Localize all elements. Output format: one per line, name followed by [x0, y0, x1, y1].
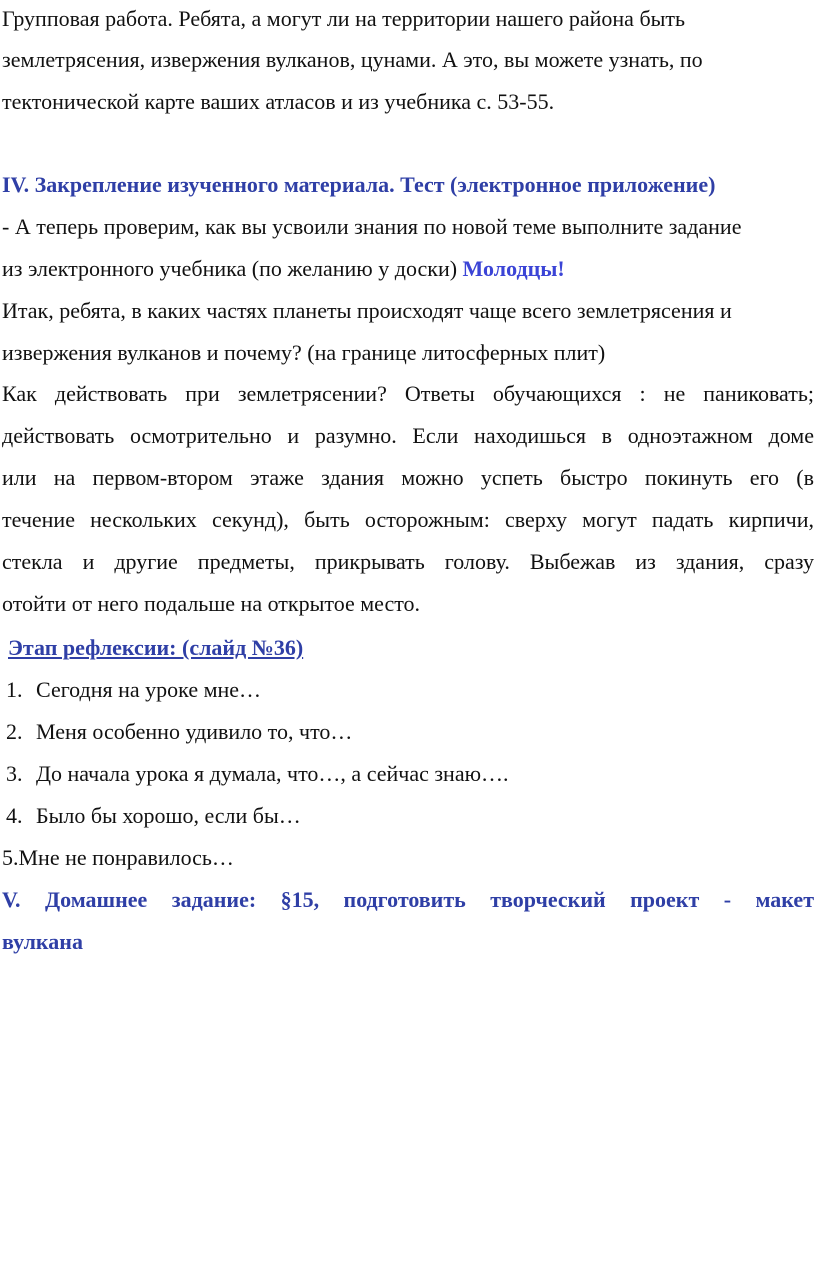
question-2-line-3: или на первом-втором этаже здания можно успеть быстро покинуть его (в: [2, 465, 814, 490]
praise-text: Молодцы!: [462, 256, 565, 281]
question-1-line-1: Итак, ребята, в каких частях планеты происходят чаще всего землетрясения и: [2, 298, 732, 323]
homework-line-2: вулкана: [2, 929, 83, 954]
reflection-item-2: [2, 718, 814, 746]
list-number: 3.: [6, 761, 23, 786]
section-iv-heading: IV. Закрепление изученного материала. Тест (электронное приложение): [2, 172, 716, 197]
reflection-item-4: [2, 802, 814, 830]
question-2-line-2: действовать осмотрительно и разумно. Если находишься в одноэтажном доме: [2, 423, 814, 448]
section-iv-line-1: - А теперь проверим, как вы усвоили знания по новой теме выполните задание: [2, 214, 742, 239]
paragraph-group-work-line-2: землетрясения, извержения вулканов, цунами. А это, вы можете узнать, по: [2, 47, 703, 72]
list-item-text: Меня особенно удивило то, что…: [36, 719, 353, 744]
question-2-line-1: Как действовать при землетрясении? Ответы обучающихся : не паниковать;: [2, 381, 814, 406]
section-iv-line-2: [2, 255, 814, 283]
homework-line-1: V. Домашнее задание: §15, подготовить творческий проект - макет: [2, 887, 814, 912]
list-item-text: Было бы хорошо, если бы…: [36, 803, 301, 828]
list-number: 4.: [6, 803, 23, 828]
paragraph-group-work-line-3: тектонической карте ваших атласов и из учебника с. 53-55.: [2, 89, 555, 114]
question-1-line-2: извержения вулканов и почему? (на границе литосферных плит): [2, 340, 606, 365]
paragraph-group-work-line-1: Групповая работа. Ребята, а могут ли на территории нашего района быть: [2, 6, 686, 31]
question-2-line-6: отойти от него подальше на открытое место.: [2, 591, 421, 616]
list-number: 1.: [6, 677, 23, 702]
reflection-item-5: 5.Мне не понравилось…: [2, 845, 234, 870]
reflection-title: Этап рефлексии: (слайд №36): [8, 635, 304, 660]
reflection-item-1: [2, 676, 814, 704]
list-item-text: Сегодня на уроке мне…: [36, 677, 262, 702]
reflection-item-3: [2, 760, 814, 788]
section-iv-line-2-text: из электронного учебника (по желанию у доски): [2, 256, 463, 281]
question-2-line-4: течение нескольких секунд), быть осторожным: сверху могут падать кирпичи,: [2, 507, 814, 532]
question-2-line-5: стекла и другие предметы, прикрывать голову. Выбежав из здания, сразу: [2, 549, 814, 574]
list-number: 2.: [6, 719, 23, 744]
list-item-text: До начала урока я думала, что…, а сейчас знаю….: [36, 761, 509, 786]
